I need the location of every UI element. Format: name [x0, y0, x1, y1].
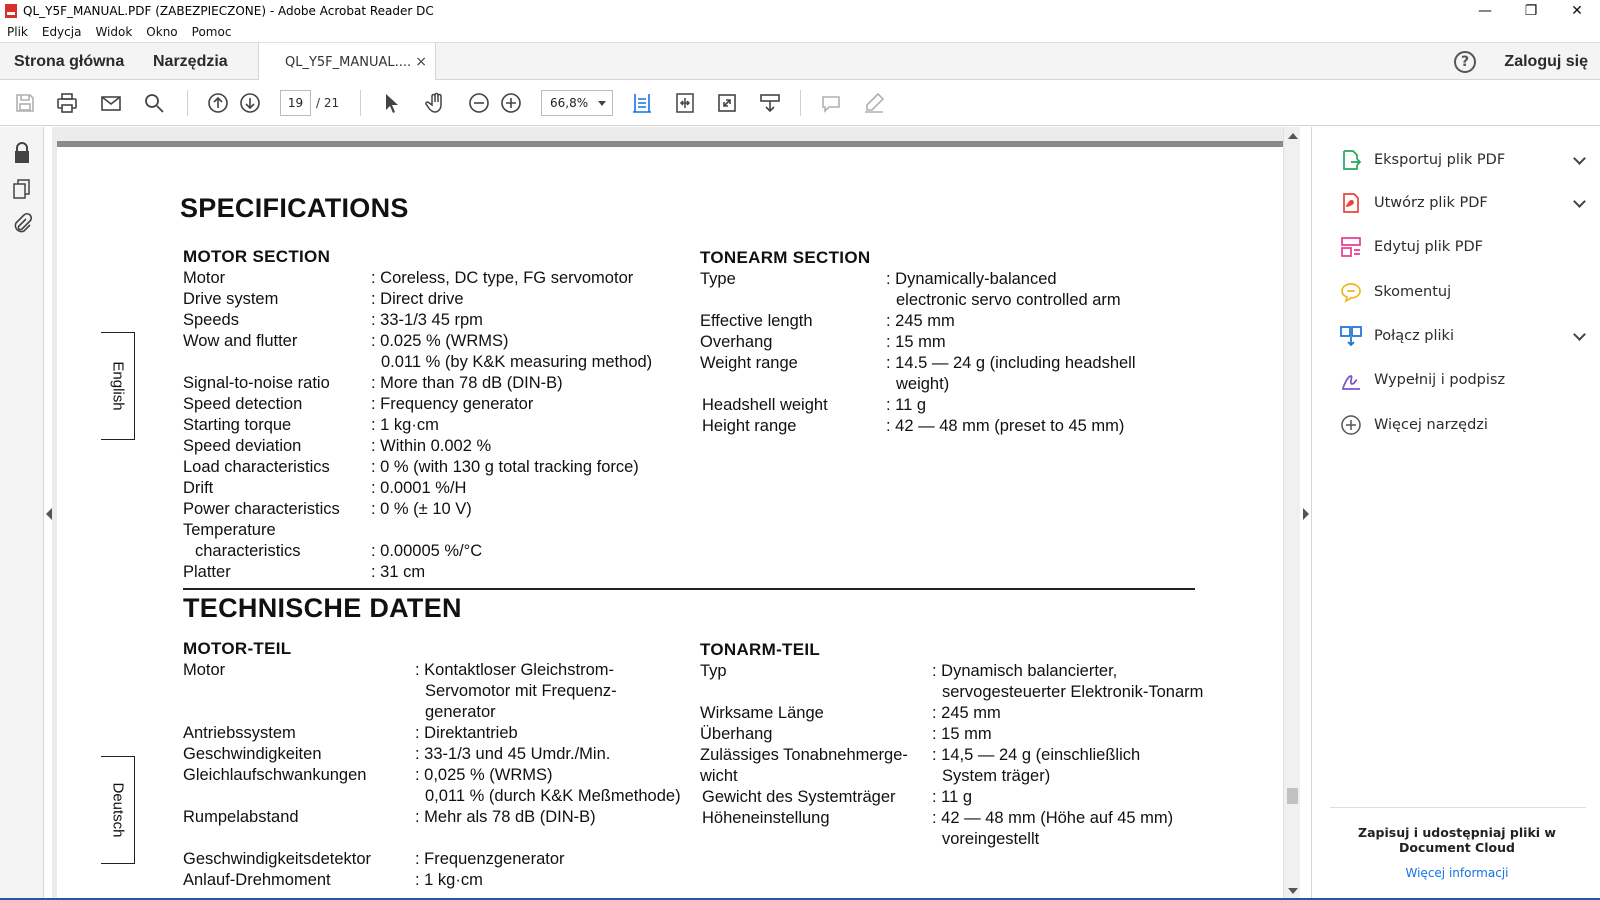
spec-label: Antriebssystem [183, 724, 296, 742]
fill-sign-icon [1338, 367, 1364, 393]
tool-label: Eksportuj plik PDF [1374, 152, 1506, 168]
save-icon[interactable] [12, 90, 38, 116]
zoom-level-value: 66,8% [550, 96, 589, 110]
help-icon[interactable]: ? [1454, 51, 1476, 73]
spec-value: : Mehr als 78 dB (DIN-B) [415, 808, 596, 826]
tab-home[interactable]: Strona główna [14, 52, 125, 70]
tool-create-pdf[interactable] [1338, 188, 1588, 218]
spec-value: Servomotor mit Frequenz- [425, 682, 617, 700]
spec-label: Headshell weight [702, 396, 828, 414]
spec-label: Wow and flutter [183, 332, 298, 350]
spec-value: : Frequency generator [371, 395, 534, 413]
spec-value: : 1 kg·cm [415, 871, 483, 889]
spec-label: Typ [700, 662, 727, 680]
spec-label: Wirksame Länge [700, 704, 824, 722]
spec-value: : Direct drive [371, 290, 464, 308]
spec-label: Temperature [183, 521, 276, 539]
collapse-right-panel-icon[interactable] [1303, 508, 1309, 520]
spec-label: Platter [183, 563, 231, 581]
window-title: QL_Y5F_MANUAL.PDF (ZABEZPIECZONE) - Adobe Acrobat Reader DC [23, 4, 434, 18]
motor-teil-heading: MOTOR-TEIL [183, 639, 292, 658]
panel-divider [1330, 807, 1586, 808]
spec-value: : Dynamisch balancierter, [932, 662, 1118, 680]
tool-comment[interactable] [1338, 277, 1588, 307]
next-page-icon[interactable] [237, 90, 263, 116]
fit-page-icon[interactable] [629, 90, 655, 116]
chevron-down-icon [598, 101, 606, 106]
deutsch-side-tab [101, 756, 135, 864]
spec-value: : Direktantrieb [415, 724, 518, 742]
spec-value: : 42 — 48 mm (preset to 45 mm) [886, 417, 1125, 435]
english-side-tab-label: English [109, 361, 126, 411]
spec-value: : 15 mm [932, 725, 992, 743]
close-tab-icon[interactable]: × [415, 54, 427, 70]
spec-label: Speeds [183, 311, 239, 329]
page-total: / 21 [316, 96, 340, 110]
chevron-down-icon[interactable] [1573, 195, 1586, 208]
menu-item-pomoc[interactable]: Pomoc [191, 25, 232, 39]
spec-label: Rumpelabstand [183, 808, 299, 826]
lock-icon [11, 141, 33, 165]
spec-value: voreingestellt [942, 830, 1040, 848]
restore-button[interactable]: ❐ [1524, 3, 1538, 19]
search-icon[interactable] [141, 90, 167, 116]
tool-export-pdf[interactable] [1338, 145, 1588, 175]
login-button[interactable]: Zaloguj się [1504, 52, 1588, 70]
scrollbar-thumb[interactable] [1287, 788, 1298, 804]
spec-label: Höheneinstellung [702, 809, 830, 827]
spec-value: weight) [896, 375, 950, 393]
spec-label: Power characteristics [183, 500, 340, 518]
toolbar-separator [360, 90, 361, 116]
spec-value: generator [425, 703, 496, 721]
spec-value: : 11 g [886, 396, 927, 414]
spec-value: : More than 78 dB (DIN-B) [371, 374, 563, 392]
spec-value: : 31 cm [371, 563, 426, 581]
fit-width-icon[interactable] [672, 90, 698, 116]
spec-value: : Coreless, DC type, FG servomotor [371, 269, 634, 287]
spec-value: electronic servo controlled arm [896, 291, 1121, 309]
tonarm-teil-heading: TONARM-TEIL [700, 640, 821, 659]
spec-label: Type [700, 270, 736, 288]
tool-combine-files[interactable] [1338, 321, 1588, 351]
attachment-paperclip-icon[interactable] [11, 211, 33, 235]
menu-item-edycja[interactable]: Edycja [41, 25, 82, 39]
scroll-down-arrow-icon[interactable] [1288, 888, 1298, 894]
spec-value: : 0.025 % (WRMS) [371, 332, 509, 350]
spec-label: Motor [183, 269, 226, 287]
left-navigation-rail [0, 127, 44, 900]
spec-label: characteristics [195, 542, 301, 560]
edit-pdf-icon [1338, 234, 1364, 260]
window-controls [1462, 0, 1600, 22]
spec-value: : 0.0001 %/H [371, 479, 467, 497]
full-screen-icon[interactable] [714, 90, 740, 116]
minimize-button[interactable]: — [1478, 3, 1492, 19]
combine-files-icon [1338, 323, 1364, 349]
tool-label: Utwórz plik PDF [1374, 195, 1488, 211]
chevron-down-icon[interactable] [1573, 328, 1586, 341]
more-info-link[interactable]: Więcej informacji [1405, 866, 1509, 880]
tonearm-section-heading: TONEARM SECTION [700, 248, 871, 267]
spec-label: wicht [700, 767, 738, 785]
spec-label: Starting torque [183, 416, 292, 434]
spec-value: : Within 0.002 % [371, 437, 492, 455]
spec-label: Geschwindigkeiten [183, 745, 322, 763]
toolbar [0, 80, 1600, 126]
tab-bar [0, 42, 1600, 80]
select-cursor-icon[interactable] [379, 90, 405, 116]
spec-value: 0,011 % (durch K&K Meßmethode) [425, 787, 681, 805]
spec-value: : 11 g [932, 788, 973, 806]
spec-value: : 15 mm [886, 333, 946, 351]
spec-label: Gleichlaufschwankungen [183, 766, 367, 784]
spec-value: servogesteuerter Elektronik-Tonarm [942, 683, 1204, 701]
spec-value: : Kontaktloser Gleichstrom- [415, 661, 614, 679]
document-viewport[interactable] [52, 127, 1283, 900]
specifications-title: SPECIFICATIONS [180, 193, 409, 223]
tool-label: Połącz pliki [1374, 328, 1454, 344]
comment-icon [1338, 279, 1364, 305]
previous-page-icon[interactable] [205, 90, 231, 116]
close-window-button[interactable]: ✕ [1571, 3, 1583, 19]
menu-item-plik[interactable]: Plik [7, 25, 28, 39]
spec-label: Drive system [183, 290, 279, 308]
zoom-level-select[interactable] [541, 90, 613, 116]
english-side-tab [101, 332, 135, 440]
spec-value: : 0.00005 %/°C [371, 542, 483, 560]
create-pdf-icon [1338, 190, 1364, 216]
scroll-mode-icon[interactable] [757, 90, 783, 116]
spec-label: Zulässiges Tonabnehmerge- [700, 746, 908, 764]
toolbar-separator [800, 90, 801, 116]
pdf-page [57, 141, 1283, 900]
spec-label: Drift [183, 479, 214, 497]
spec-value: : 245 mm [932, 704, 1001, 722]
menu-bar [0, 22, 1600, 42]
export-pdf-icon [1338, 147, 1364, 173]
motor-section-heading: MOTOR SECTION [183, 247, 331, 266]
tool-more-tools[interactable] [1338, 410, 1588, 440]
document-cloud-promo: Zapisuj i udostępniaj pliki w Document Cloud [1358, 825, 1556, 855]
comment-tool-icon[interactable] [818, 90, 844, 116]
spec-value: : 33-1/3 und 45 Umdr./Min. [415, 745, 611, 763]
pdf-file-icon [5, 4, 17, 18]
zoom-in-icon[interactable] [498, 90, 524, 116]
section-divider-line [183, 588, 1195, 590]
tools-pane [1311, 127, 1600, 900]
spec-label: Speed deviation [183, 437, 302, 455]
chevron-down-icon[interactable] [1573, 152, 1586, 165]
spec-label: Gewicht des Systemträger [702, 788, 896, 806]
spec-label: Weight range [700, 354, 798, 372]
zoom-out-icon[interactable] [466, 90, 492, 116]
tool-fill-sign[interactable] [1338, 365, 1588, 395]
spec-value: 0.011 % (by K&K measuring method) [381, 353, 653, 371]
spec-value: : 0 % (± 10 V) [371, 500, 472, 518]
spec-label: Overhang [700, 333, 773, 351]
spec-value: : Dynamically-balanced [886, 270, 1057, 288]
menu-item-okno[interactable]: Okno [146, 25, 178, 39]
document-tab-label: QL_Y5F_MANUAL.... [285, 54, 412, 70]
print-icon[interactable] [54, 90, 80, 116]
spec-value: : 0,025 % (WRMS) [415, 766, 553, 784]
spec-label: Geschwindigkeitsdetektor [183, 850, 372, 868]
tool-label: Skomentuj [1374, 284, 1452, 300]
spec-label: Load characteristics [183, 458, 330, 476]
spec-label: Motor [183, 661, 226, 679]
highlight-pen-icon[interactable] [861, 90, 887, 116]
spec-value: : 33-1/3 45 rpm [371, 311, 483, 329]
tab-tools[interactable]: Narzędzia [153, 52, 228, 70]
spec-value: System träger) [942, 767, 1051, 785]
spec-value: : 14.5 — 24 g (including headshell [886, 354, 1136, 372]
spec-label: Überhang [700, 725, 773, 743]
title-bar [0, 0, 1600, 22]
tool-label: Więcej narzędzi [1374, 417, 1488, 433]
more-tools-icon [1338, 412, 1364, 438]
email-icon[interactable] [98, 90, 124, 116]
scroll-up-arrow-icon[interactable] [1288, 133, 1298, 139]
spec-label: Effective length [700, 312, 813, 330]
spec-value: : 14,5 — 24 g (einschließlich [932, 746, 1141, 764]
menu-item-widok[interactable]: Widok [95, 25, 133, 39]
tool-edit-pdf[interactable] [1338, 232, 1588, 262]
page-number-input[interactable]: 19 [280, 90, 311, 116]
spec-label: Signal-to-noise ratio [183, 374, 330, 392]
spec-label: Speed detection [183, 395, 303, 413]
vertical-scrollbar[interactable] [1283, 127, 1300, 900]
deutsch-side-tab-label: Deutsch [109, 782, 126, 838]
spec-value: : Frequenzgenerator [415, 850, 565, 868]
tool-label: Wypełnij i podpisz [1374, 372, 1506, 388]
technische-daten-title: TECHNISCHE DATEN [183, 593, 462, 623]
spec-label: Height range [702, 417, 797, 435]
tab-document[interactable] [258, 43, 436, 81]
hand-tool-icon[interactable] [423, 90, 449, 116]
spec-value: : 42 — 48 mm (Höhe auf 45 mm) [932, 809, 1174, 827]
spec-value: : 245 mm [886, 312, 955, 330]
pages-thumbnails-icon[interactable] [11, 177, 33, 201]
toolbar-separator [187, 90, 188, 116]
spec-value: : 1 kg·cm [371, 416, 439, 434]
tool-label: Edytuj plik PDF [1374, 239, 1483, 255]
spec-value: : 0 % (with 130 g total tracking force) [371, 458, 639, 476]
spec-label: Anlauf-Drehmoment [183, 871, 331, 889]
